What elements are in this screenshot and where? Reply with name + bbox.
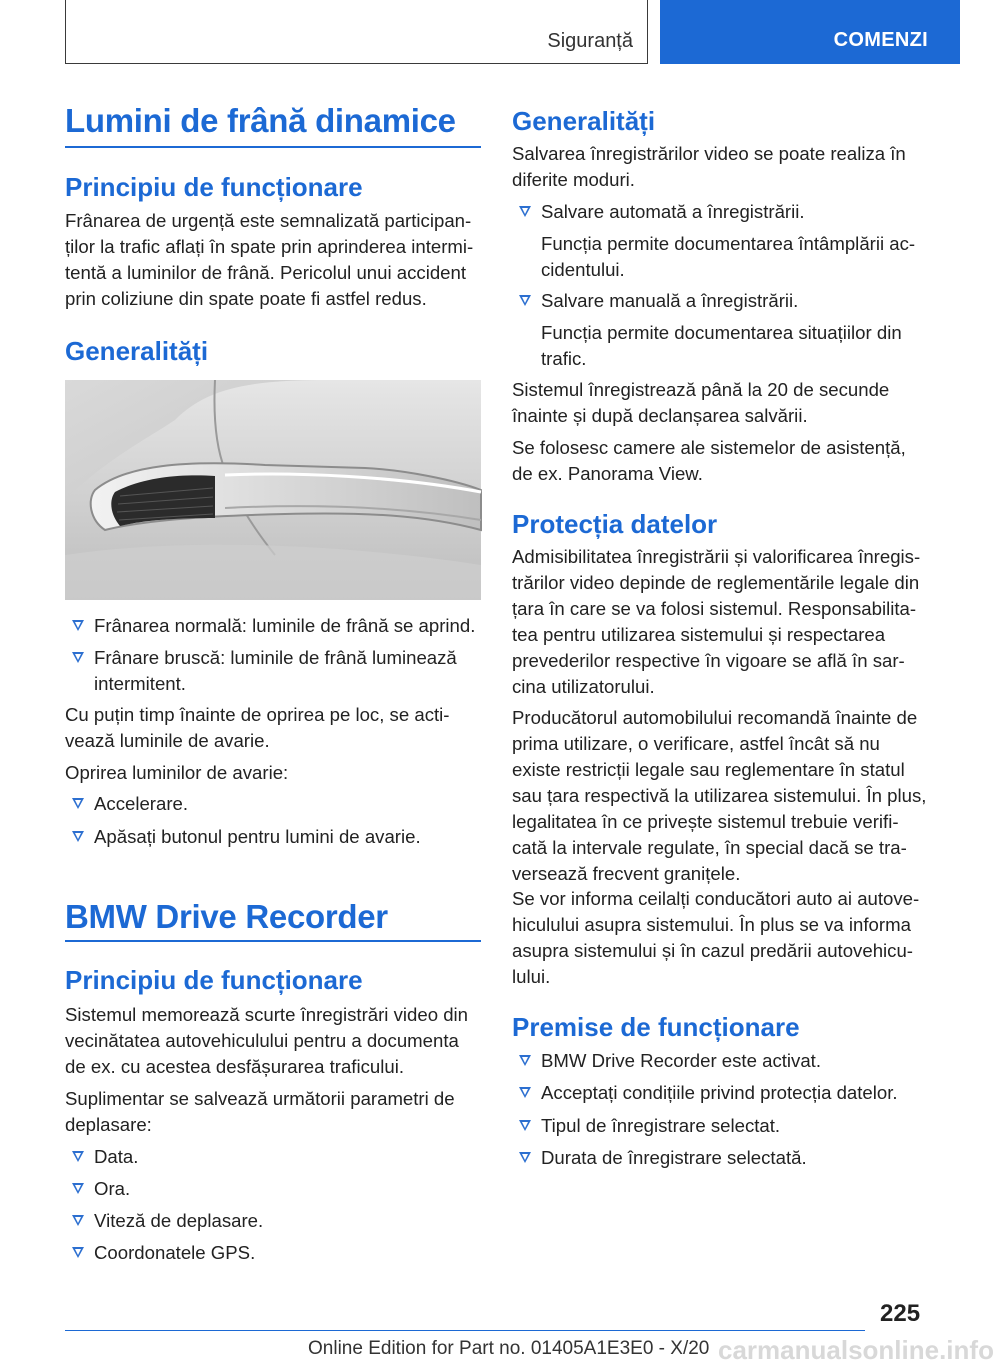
- triangle-bullet-icon: [519, 1152, 531, 1163]
- list-item-text: Coordonatele GPS.: [94, 1242, 256, 1263]
- text-line: cidentului.: [541, 259, 625, 280]
- paragraph-record-duration: [512, 377, 930, 429]
- watermark: carmanualsonline.info: [718, 1335, 994, 1365]
- text-line: asupra sistemului și în cazul predării autovehicu‐: [512, 940, 913, 961]
- paragraph-principle: [65, 208, 481, 312]
- subheading-data-protection: Protecția datelor: [512, 509, 718, 539]
- header-section-box: [65, 0, 648, 64]
- text-line: trafic.: [541, 348, 587, 369]
- footer-rule: [65, 1330, 865, 1331]
- text-line: tentă a luminilor de frână. Pericolul unui accident: [65, 262, 467, 283]
- subheading-general-recorder: Generalități: [512, 106, 656, 136]
- list-item-text: Viteză de deplasare.: [94, 1210, 264, 1231]
- list-item-text: Salvare automată a înregistrării.: [541, 201, 805, 222]
- triangle-bullet-icon: [72, 620, 84, 631]
- text-line: Se vor informa ceilalți conducători auto ai autove‐: [512, 888, 920, 909]
- text-line: deplasare:: [65, 1114, 152, 1135]
- list-item-text: Acceptați condițiile privind protecția datelor.: [541, 1082, 898, 1103]
- text-line: cina utilizatorului.: [512, 676, 655, 697]
- text-line: de ex. cu acestea desfășurarea traficului.: [65, 1056, 405, 1077]
- text-line: Funcția permite documentarea situațiilor din: [541, 322, 902, 343]
- list-item-text: Salvare manuală a înregistrării.: [541, 290, 799, 311]
- text-line: sau țara respectivă la utilizarea sistemului. În plus,: [512, 785, 927, 806]
- subheading-principle-recorder: Principiu de funcționare: [65, 965, 363, 995]
- text-line: Sistemul înregistrează până la 20 de secunde: [512, 379, 890, 400]
- triangle-bullet-icon: [519, 295, 531, 306]
- text-line: legalitatea în ce privește sistemul trebuie verifi‐: [512, 811, 899, 832]
- text-line: lului.: [512, 966, 551, 987]
- text-line: prevederilor respective în vigoare se află în sar‐: [512, 650, 905, 671]
- subheading-prerequisites: Premise de funcționare: [512, 1012, 800, 1042]
- text-line: înainte și după declanșarea salvării.: [512, 405, 808, 426]
- tail-light-photo: [65, 380, 481, 600]
- triangle-bullet-icon: [72, 1183, 84, 1194]
- heading-dynamic-brake-lights: Lumini de frână dinamice: [65, 102, 456, 139]
- subheading-general: Generalități: [65, 336, 209, 366]
- text-line: prin coliziune din spate poate fi astfel redus.: [65, 288, 427, 309]
- text-line: intermitent.: [94, 673, 186, 694]
- text-line: Frânare bruscă: luminile de frână luminează: [94, 647, 457, 668]
- text-line: Funcția permite documentarea întâmplării ac‐: [541, 233, 916, 254]
- paragraph-stop-hazard: Oprirea luminilor de avarie:: [65, 762, 289, 783]
- list-item-text: Durata de înregistrare selectată.: [541, 1147, 807, 1168]
- text-line: cată la intervale regulate, în special dacă se tra‐: [512, 837, 907, 858]
- list-item-text: Frânarea normală: luminile de frână se aprind.: [94, 615, 476, 636]
- paragraph-parameters: [65, 1086, 481, 1138]
- text-line: existe restricții legale sau reglementare în statul: [512, 759, 905, 780]
- text-line: hiculului asupra sistemului. În plus se va informa: [512, 914, 911, 935]
- triangle-bullet-icon: [72, 1151, 84, 1162]
- paragraph-inform-drivers: [512, 886, 930, 990]
- list-item-detail: [541, 231, 930, 283]
- heading-rule: [65, 940, 481, 942]
- text-line: Producătorul automobilului recomandă înainte de: [512, 707, 918, 728]
- text-line: Cu puțin timp înainte de oprirea pe loc, se acti‐: [65, 704, 450, 725]
- text-line: Frânarea de urgență este semnalizată participan‐: [65, 210, 472, 231]
- paragraph-data-protection: [512, 544, 930, 700]
- text-line: vează luminile de avarie.: [65, 730, 270, 751]
- triangle-bullet-icon: [72, 1215, 84, 1226]
- text-line: Se folosesc camere ale sistemelor de asistență,: [512, 437, 906, 458]
- triangle-bullet-icon: [519, 206, 531, 217]
- text-line: țara în care se va folosi sistemul. Responsabilita‐: [512, 598, 917, 619]
- list-item-text: Data.: [94, 1146, 139, 1167]
- triangle-bullet-icon: [72, 831, 84, 842]
- footer-edition: Online Edition for Part no. 01405A1E3E0 - X/20: [308, 1338, 710, 1359]
- triangle-bullet-icon: [519, 1055, 531, 1066]
- text-line: trărilor video depinde de reglementările legale din: [512, 572, 920, 593]
- paragraph-cameras: [512, 435, 930, 487]
- paragraph-saving-modes: [512, 141, 930, 193]
- text-line: ților la trafic aflați în spate prin aprinderea intermi‐: [65, 236, 474, 257]
- list-item-text: Accelerare.: [94, 793, 189, 814]
- subheading-principle: Principiu de funcționare: [65, 172, 363, 202]
- text-line: Salvarea înregistrărilor video se poate realiza în: [512, 143, 906, 164]
- list-item-detail: [541, 320, 930, 372]
- header-category-tab[interactable]: [660, 0, 960, 64]
- text-line: Sistemul memorează scurte înregistrări video din: [65, 1004, 469, 1025]
- triangle-bullet-icon: [519, 1120, 531, 1131]
- heading-rule: [65, 146, 481, 148]
- text-line: diferite moduri.: [512, 169, 635, 190]
- text-line: vecinătatea autovehiculului pentru a documenta: [65, 1030, 459, 1051]
- list-item-text: Tipul de înregistrare selectat.: [541, 1115, 781, 1136]
- header-category-label: COMENZI: [833, 29, 928, 51]
- triangle-bullet-icon: [72, 798, 84, 809]
- text-line: tea pentru utilizarea sistemului și respectarea: [512, 624, 886, 645]
- header-section-title: Siguranță: [547, 30, 633, 52]
- triangle-bullet-icon: [72, 1247, 84, 1258]
- list-item-text: Apăsați butonul pentru lumini de avarie.: [94, 826, 421, 847]
- paragraph-hazard-lights: [65, 702, 481, 754]
- paragraph-manufacturer-recommendation: [512, 705, 930, 887]
- list-item-text: Ora.: [94, 1178, 131, 1199]
- text-line: prima utilizare, o verificare, astfel încât să nu: [512, 733, 880, 754]
- text-line: Suplimentar se salvează următorii parametri de: [65, 1088, 455, 1109]
- list-item-text: BMW Drive Recorder este activat.: [541, 1050, 822, 1071]
- text-line: de ex. Panorama View.: [512, 463, 703, 484]
- triangle-bullet-icon: [519, 1087, 531, 1098]
- triangle-bullet-icon: [72, 652, 84, 663]
- page-number: 225: [880, 1300, 921, 1327]
- list-item-text: [94, 645, 481, 697]
- paragraph-recorder: [65, 1002, 481, 1080]
- text-line: Admisibilitatea înregistrării și valorificarea înregis‐: [512, 546, 921, 567]
- text-line: versează frecvent granițele.: [512, 863, 741, 884]
- heading-bmw-drive-recorder: BMW Drive Recorder: [65, 898, 388, 935]
